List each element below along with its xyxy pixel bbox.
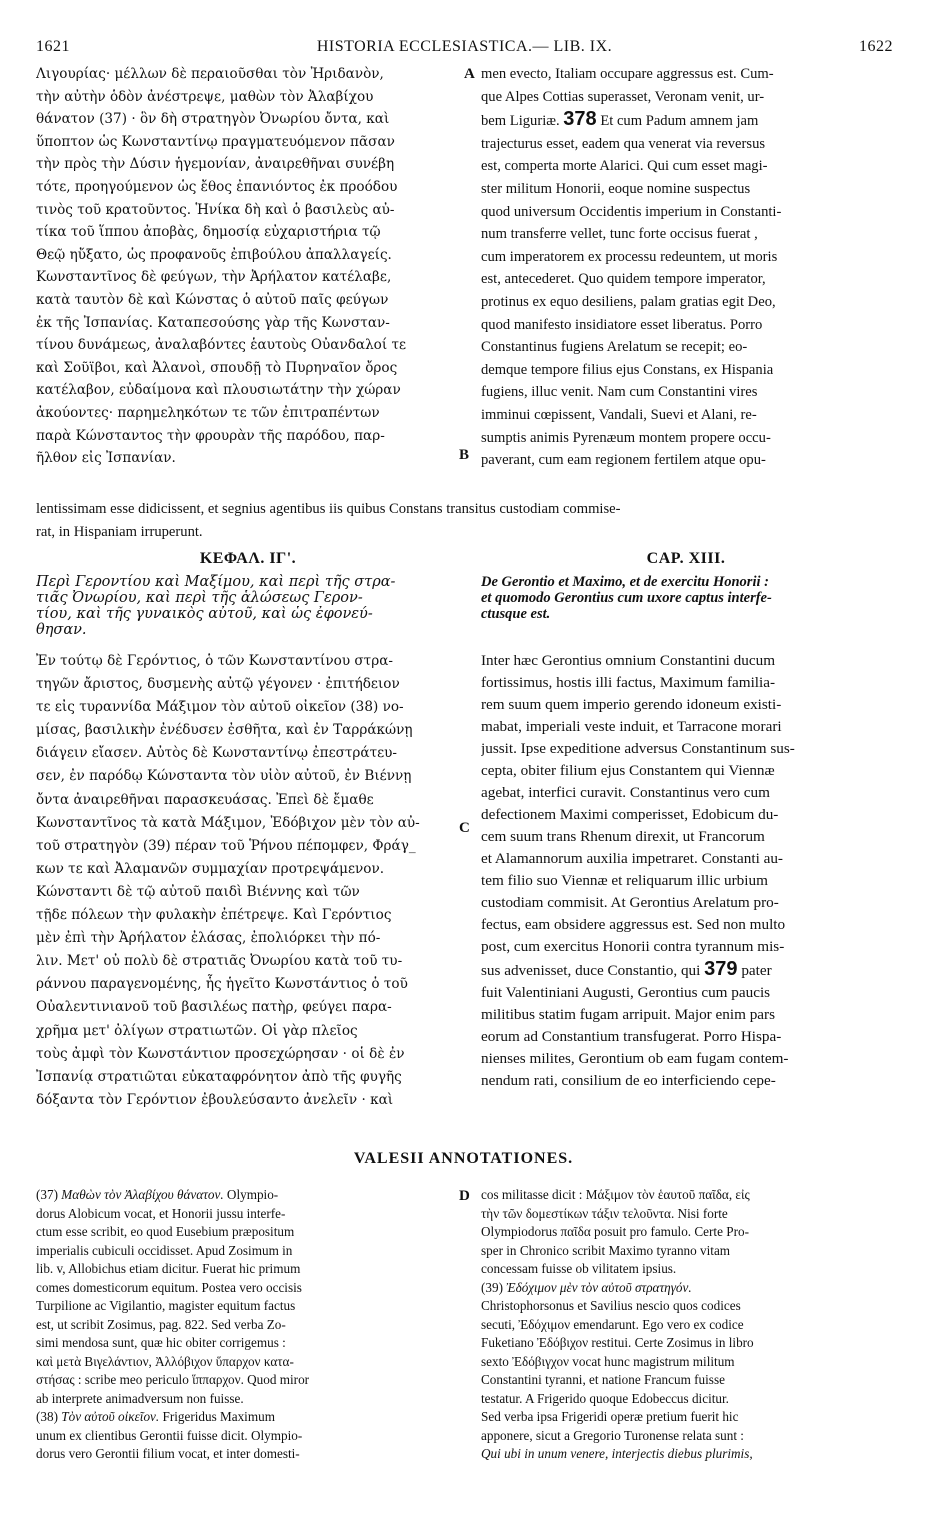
- latin-line: est, antecederet. Quo quidem tempore imperator,: [481, 271, 766, 288]
- greek-line: Ἰσπανίᾳ στρατιῶται εὐκαταφρόνητον ἀπὸ τῆς φυγῆς: [36, 1068, 402, 1085]
- margin-letter-d: D: [459, 1188, 470, 1204]
- column-number-marker: 379: [704, 958, 738, 980]
- annotation-line: est, ut scribit Zosimus, pag. 822. Sed verba Zo-: [36, 1316, 286, 1332]
- greek-text-column: [36, 63, 460, 470]
- annotation-number: (38): [36, 1409, 62, 1424]
- latin-line: cem suum trans Rhenum direxit, ut Francorum: [481, 828, 765, 845]
- latin-line: ster militum Honorii, eoque nomine suspectus: [481, 180, 751, 197]
- latin-line: nienses milites, Gerontium ob eam fugam contem-: [481, 1050, 789, 1067]
- annotation-line: ctum esse scribit, eo quod Eusebium præpositum: [36, 1224, 295, 1239]
- greek-line: τῇδε πόλεων τὴν φυλακὴν ἐπέτρεψε. Καὶ Γερόντιος: [36, 907, 392, 924]
- greek-chapter-text: [36, 650, 460, 1112]
- greek-line: τότε, προηγούμενον ὡς ἔθος ἐπανιόντος ἐκ προόδου: [36, 178, 398, 195]
- latin-line: rem suum quem imperio gerendo idoneum existi-: [481, 696, 782, 713]
- latin-line: Constantinus fugiens Arelatum se recepit; eo-: [481, 339, 748, 356]
- greek-line: τοὺς ἀμφὶ τὸν Κωνστάντιον προσεχώρησαν · οἱ δὲ ἐν: [36, 1045, 405, 1062]
- latin-line: cum imperatorem ex processu redeuntem, ut moris: [481, 248, 778, 265]
- latin-subtitle-line: ctusque est.: [481, 606, 551, 622]
- annotation-line: unum ex clientibus Gerontii fuisse dicit. Olympio-: [36, 1427, 303, 1443]
- annotation-lemma: Ἐδόχιμον μὲν τὸν αὐτοῦ στρατηγόν.: [506, 1279, 692, 1295]
- greek-chapter-heading: ΚΕΦΑΛ. ΙΓ'.: [199, 550, 297, 567]
- annotation-fragment: Olympio-: [223, 1187, 279, 1202]
- greek-line: λιν. Μετ' οὐ πολὺ δὲ στρατιᾶς Ὀνωρίου κατὰ τοῦ τυ-: [36, 953, 403, 970]
- annotation-number: (37): [36, 1187, 62, 1202]
- greek-line: τε εἰς τυραννίδα Μάξιμον τὸν αὐτοῦ οἰκεῖον (38) νο-: [36, 699, 404, 716]
- latin-fragment: Et cum Padum amnem jam: [596, 113, 759, 130]
- greek-line: τίνου δυνάμεως, ἀναλαβόντες ἑαυτοὺς Οὐανδαλοί τε: [36, 337, 407, 354]
- greek-line: θάνατον (37) · ὃν δὴ στρατηγὸν Ὀνωρίου ὄντα, καὶ: [36, 111, 390, 128]
- latin-chapter-heading: CAP. XIII.: [646, 550, 726, 567]
- greek-line: Κωνσταντῖνος τὰ κατὰ Μάξιμον, Ἐδόβιχον μὲν τὸν αὐ-: [36, 814, 420, 831]
- latin-line: sumptis animis Pyrenæum montem propere occu-: [481, 429, 771, 446]
- latin-line: quod manifesto insidiatore esset liberatus. Porro: [481, 316, 763, 333]
- latin-line: protinus ex equo desiliens, palam gratias egit Deo,: [481, 293, 776, 310]
- column-number-marker: 378: [563, 108, 597, 131]
- latin-line: Inter hæc Gerontius omnium Constantini ducum: [481, 652, 776, 669]
- latin-line: trajecturus esset, eadem qua venerat via reversus: [481, 135, 766, 152]
- greek-line: Θεῷ ηὔξατο, ὡς προφανοῦς ἐπιβούλου ἀπαλλαγείς.: [36, 246, 392, 263]
- greek-line: Οὐαλεντινιανοῦ τοῦ βασιλέως πατὴρ, φεύγει παρα-: [36, 999, 392, 1016]
- annotation-line: Olympiodorus παῖδα posuit pro famulo. Certe Pro-: [481, 1224, 749, 1239]
- greek-line: ὄντα ἀναιρεθῆναι παρασκευάσας. Ἐπεὶ δὲ ἔμαθε: [36, 791, 374, 808]
- annotation-number: (39): [481, 1279, 507, 1295]
- annotation-line: στήσας : scribe meo periculo ἵππαρχον. Quod miror: [36, 1372, 310, 1387]
- greek-subtitle-line: τίου, καὶ τῆς γυναικὸς αὐτοῦ, καὶ ὡς ἐφονεύ-: [36, 606, 373, 622]
- margin-letter-c: C: [459, 820, 470, 836]
- greek-line: ράννου παραγενομένης, ἧς ἡγεῖτο Κωνστάντιος ὁ τοῦ: [36, 976, 408, 993]
- annotation-line: Fuketiano Ἐδόβιχον restitui. Certe Zosimus in libro: [481, 1335, 754, 1350]
- greek-line: τὴν πρὸς τὴν Δύσιν ἡγεμονίαν, ἀναιρεθῆναι συνέβη: [36, 156, 395, 173]
- annotations-left-column: [36, 1186, 460, 1464]
- greek-line: τοῦ στρατηγὸν (39) πέραν τοῦ Ῥήνου πέπομφεν, Φράγ_: [36, 837, 416, 854]
- annotation-line: sper in Chronico scribit Maximo tyranno vitam: [481, 1242, 731, 1258]
- latin-line: rat, in Hispaniam irruperunt.: [36, 523, 203, 540]
- greek-line: ὕποπτον ὡς Κωνσταντίνῳ πραγματευόμενον πᾶσαν: [36, 133, 395, 150]
- latin-line: demque tempore filius ejus Constans, ex Hispania: [481, 361, 774, 378]
- annotation-lemma: Μαθὼν τὸν Ἀλαβίχου θάνατον.: [61, 1187, 224, 1202]
- latin-line: agebat, interfici curavit. Constantinus vero cum: [481, 784, 770, 801]
- latin-line: cepta, obiter filium ejus Constantem qui Viennæ: [481, 762, 775, 779]
- latin-line: tem filio suo Viennæ et reliquarum illic urbium: [481, 872, 768, 889]
- latin-line: et Alamannorum auxilia impetraret. Constanti au-: [481, 850, 783, 867]
- greek-line: Ἐν τούτῳ δὲ Γερόντιος, ὁ τῶν Κωνσταντίνου στρα-: [36, 653, 393, 669]
- greek-line: Λιγουρίας· μέλλων δὲ περαιοῦσθαι τὸν Ἠριδανὸν,: [36, 66, 384, 82]
- annotation-line: testatur. A Frigerido quoque Edobeccus dicitur.: [481, 1390, 729, 1406]
- greek-line: μίσας, βασιλικὴν ἐνέδυσεν ἐσθῆτα, καὶ ἐν Ταρράκώνῃ: [36, 722, 413, 739]
- greek-line: ῆλθον εἰς Ἰσπανίαν.: [36, 450, 176, 467]
- latin-line: [481, 108, 891, 133]
- latin-line: custodiam commisit. At Gerontius Arelatum pro-: [481, 894, 779, 911]
- latin-line: est, comperta morte Alarici. Qui cum esset magi-: [481, 158, 768, 175]
- latin-line: fortissimus, hostis illi factus, Maximum familia-: [481, 674, 776, 691]
- latin-fragment: sus advenisset, duce Constantio, qui: [481, 962, 705, 979]
- latin-line: paverant, cum eam regionem fertilem atque opu-: [481, 452, 766, 469]
- greek-line: ἀκούοντες· παρημεληκότων τε τῶν ἐπιτραπέντων: [36, 404, 380, 421]
- greek-line: μὲν ἐπὶ τὴν Ἀρήλατον ἐλάσας, ἐπολιόρκει τὴν πό-: [36, 930, 381, 947]
- annotation-line: lib. v, Allobichus etiam dicitur. Fuerat hic primum: [36, 1261, 301, 1276]
- annotation-line: sexto Ἐδόβιγχον vocat hunc magistrum militum: [481, 1353, 735, 1369]
- annotation-line: simi mendosa sunt, quæ hic obiter corrigemus :: [36, 1335, 286, 1350]
- right-page-number: 1622: [859, 38, 893, 55]
- greek-line: κατέλαβον, εὐδαίμονα καὶ πλουσιωτάτην τὴν χώραν: [36, 382, 401, 399]
- annotation-line: cos militasse dicit : Μάξιμον τὸν ἑαυτοῦ παῖδα, εἰς: [481, 1187, 750, 1202]
- latin-line: [481, 958, 891, 982]
- latin-full-width-text: [36, 498, 891, 543]
- latin-line: jussit. Ipse expeditione adversus Constantinum sus-: [481, 740, 795, 757]
- latin-line: imminui cœpissent, Vandali, Suevi et Alani, re-: [481, 406, 757, 423]
- latin-line: fuit Valentiniani Augusti, Gerontius cum paucis: [481, 984, 771, 1001]
- left-page-number: 1621: [36, 38, 70, 55]
- greek-line: καὶ Σοῦϊβοι, καὶ Ἀλανοὶ, σπουδῇ τὸ Πυρηναῖον ὄρος: [36, 359, 398, 376]
- greek-line: τινὸς τοῦ κρατοῦντος. Ἡνίκα δὴ καὶ ὁ βασιλεὺς αὐ-: [36, 201, 395, 218]
- running-title: HISTORIA ECCLESIASTICA.— LIB. IX.: [316, 38, 613, 55]
- latin-line: nendum rati, consilium de eo interficiendo cepe-: [481, 1072, 776, 1089]
- annotation-line: καὶ μετὰ Βιγελάντιον, Ἀλλόβιχον ὕπαρχον κατα-: [36, 1353, 294, 1369]
- latin-fragment: bem Liguriæ.: [481, 113, 564, 130]
- latin-line: men evecto, Italiam occupare aggressus est. Cum-: [481, 66, 774, 82]
- greek-subtitle-line: τιᾶς Ὀνωρίου, καὶ περὶ τῆς ἁλώσεως Γερον-: [36, 590, 363, 606]
- margin-letter-b: B: [459, 447, 470, 463]
- latin-line: que Alpes Cottias superasset, Veronam venit, ur-: [481, 88, 765, 105]
- page-header: [36, 38, 893, 60]
- greek-line: χρῆμα μετ' ὀλίγων στρατιωτῶν. Οἱ γὰρ πλεῖος: [36, 1022, 358, 1039]
- greek-line: Κωνσταντῖνος δὲ φεύγων, τὴν Ἀρήλατον κατέλαβε,: [36, 269, 392, 286]
- latin-line: mabat, imperiali veste induit, et Tarracone morari: [481, 718, 782, 735]
- annotations-right-column: [481, 1186, 891, 1464]
- annotation-line: secuti, Ἐδόχιμον emendarunt. Ego vero ex codice: [481, 1316, 744, 1332]
- latin-line: fectus, eam obsidere aggressus est. Sed non multo: [481, 916, 786, 933]
- greek-line: κων τε καὶ Ἀλαμανῶν συμμαχίαν προτρεψάμενον.: [36, 860, 385, 877]
- annotation-line: Christophorsonus et Savilius nescio quos codices: [481, 1298, 741, 1313]
- annotation-line: [481, 1279, 891, 1298]
- annotation-line: comes domesticorum equitum. Postea vero occisis: [36, 1279, 302, 1295]
- annotation-line: Sed verba ipsa Frigeridi operæ pretium fuerit hic: [481, 1409, 739, 1424]
- latin-line: post, cum exercitus Honorii contra tyrannum mis-: [481, 938, 785, 955]
- annotation-line: apponere, sicut a Gregorio Turonense relata sunt :: [481, 1427, 744, 1443]
- annotation-fragment: Frigeridus Maximum: [159, 1409, 275, 1424]
- latin-line: militibus statim fugam arripuit. Major enim pars: [481, 1006, 775, 1023]
- greek-line: παρὰ Κώνσταντος τὴν φρουρὰν τῆς παρόδου, παρ-: [36, 427, 385, 444]
- annotation-line: τὴν τῶν δομεστίκων τάξιν τελοῦντα. Nisi forte: [481, 1205, 728, 1221]
- latin-chapter-subtitle: [481, 574, 891, 622]
- greek-chapter-subtitle: [36, 574, 460, 638]
- greek-line: δόξαντα τὸν Γερόντιον ἐβουλεύσαντο ἀνελεῖν · καὶ: [36, 1091, 394, 1108]
- annotation-line: imperialis cubiculi occidisset. Apud Zosimum in: [36, 1242, 293, 1258]
- annotation-line: Turpilione ac Vigilantio, magister equitum factus: [36, 1298, 296, 1313]
- annotation-line: dorus vero Gerontii filium vocat, et inter domesti-: [36, 1446, 300, 1461]
- latin-line: fugiens, illuc venit. Nam cum Constantini vires: [481, 384, 758, 401]
- latin-subtitle-line: De Gerontio et Maximo, et de exercitu Honorii :: [481, 574, 769, 590]
- greek-subtitle-line: Περὶ Γεροντίου καὶ Μαξίμου, καὶ περὶ τῆς στρα-: [36, 574, 396, 590]
- greek-line: τίκα τοῦ ἵππου ἀποβὰς, δημοσίᾳ εὐχαριστήρια τῷ: [36, 224, 381, 241]
- annotation-line: Constantini tyranni, et natione Francum fuisse: [481, 1372, 725, 1387]
- annotation-line: [36, 1186, 460, 1205]
- greek-line: τὴν αὐτὴν ὁδὸν ἀνέστρεψε, μαθὼν τὸν Ἀλαβίχου: [36, 88, 374, 105]
- latin-line: eorum ad Constantium transfugerat. Porro Hispa-: [481, 1028, 782, 1045]
- latin-fragment: pater: [737, 962, 772, 979]
- greek-line: τηγῶν ἄριστος, δυσμενὴς αὐτῷ γέγονεν · ἐπιτήδειον: [36, 676, 400, 693]
- latin-line: quod universum Occidentis imperium in Constanti-: [481, 203, 782, 220]
- greek-line: Κώνσταντι δὲ τῷ αὐτοῦ παιδὶ Βιέννης καὶ τῶν: [36, 883, 360, 900]
- annotation-line: [36, 1408, 460, 1427]
- greek-subtitle-line: θησαν.: [36, 622, 87, 638]
- latin-line: num transferre vellet, tunc forte occisus fuerat ,: [481, 226, 758, 243]
- annotation-line: concessam fuisse ob vilitatem ipsius.: [481, 1261, 677, 1276]
- greek-line: κατὰ ταυτὸν δὲ καὶ Κώνστας ὁ αὐτοῦ παῖς φεύγων: [36, 291, 389, 308]
- annotation-line: dorus Alobicum vocat, et Honorii jussu interfe-: [36, 1205, 286, 1221]
- latin-subtitle-line: et quomodo Gerontius cum uxore captus interfe-: [481, 590, 772, 606]
- latin-chapter-text: [481, 650, 891, 1092]
- greek-line: σεν, ἐν παρόδῳ Κώνσταντα τὸν υἱὸν αὐτοῦ, ἐν Βιέννῃ: [36, 768, 412, 785]
- greek-line: διάγειν εἴασεν. Αὐτὸς δὲ Κωνσταντίνῳ ἐπεστράτευ-: [36, 745, 398, 762]
- greek-line: ἐκ τῆς Ἰσπανίας. Καταπεσούσης γὰρ τῆς Κωνσταν-: [36, 314, 390, 331]
- annotations-title: VALESII ANNOTATIONES.: [353, 1150, 574, 1167]
- annotation-line: ab interprete animadversum non fuisse.: [36, 1390, 244, 1406]
- latin-line: lentissimam esse didicissent, et segnius agentibus iis quibus Constans transitus custodiam commise-: [36, 501, 621, 517]
- annotation-line: Qui ubi in unum venere, interjectis diebus plurimis,: [481, 1446, 753, 1461]
- latin-line: defectionem Maximi comperisset, Edobicum du-: [481, 806, 779, 823]
- margin-letter-a: A: [464, 66, 475, 82]
- latin-text-column: [481, 63, 891, 472]
- annotation-lemma: Τὸν αὐτοῦ οἰκεῖον.: [61, 1409, 160, 1424]
